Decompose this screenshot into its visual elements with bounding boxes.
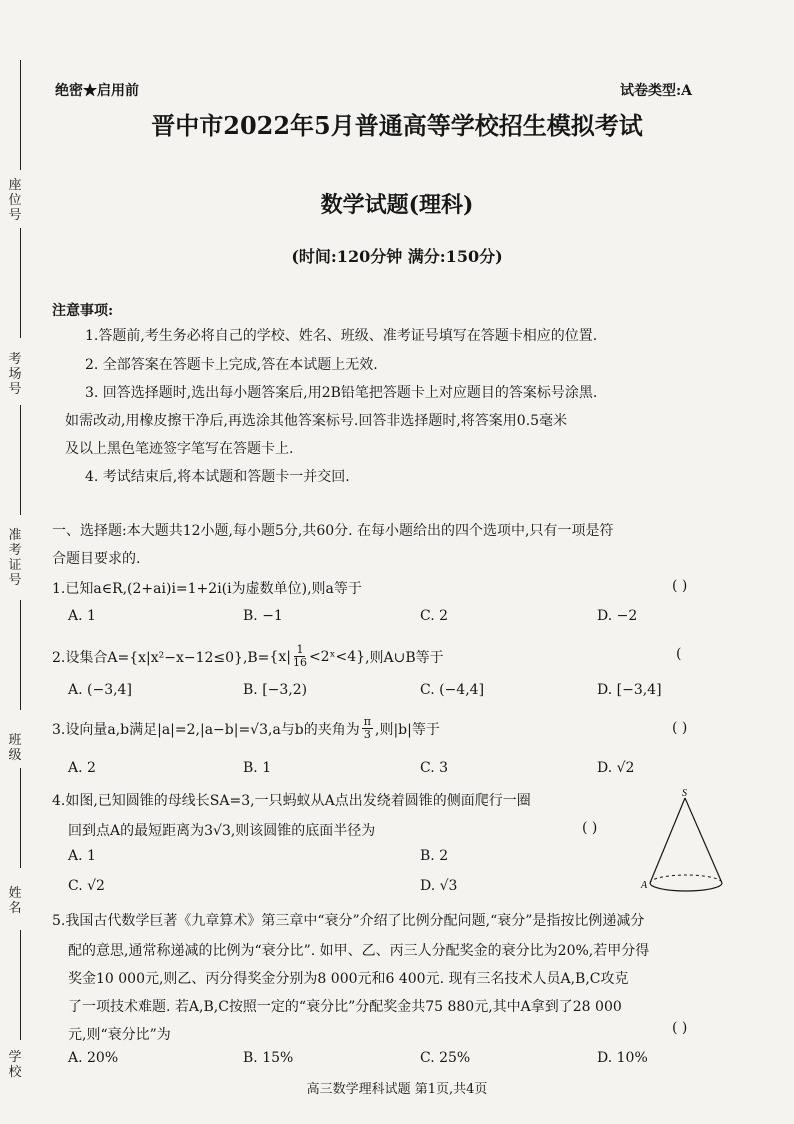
notice-item: 3. 回答选择题时,选出每小题答案后,用2B铅笔把答题卡上对应题目的答案标号涂黑.: [85, 385, 598, 401]
question-4-stem-cont: 回到点A的最短距离为3√3,则该圆锥的底面半径为: [68, 823, 376, 839]
option-a: A. 1: [68, 848, 96, 864]
section-header: 一、选择题:本大题共12小题,每小题5分,共60分. 在每小题给出的四个选项中,只有一项是符: [52, 523, 614, 539]
question-2-stem-d: ,则A∪B等于: [365, 649, 444, 666]
confidential-mark: 绝密★启用前: [55, 83, 139, 99]
option-c: C. √2: [68, 878, 105, 894]
question-5-stem-cont: 元,则“衰分比”为: [68, 1027, 171, 1043]
cone-left-slant: [650, 798, 685, 883]
question-2-stem-b: {x|: [269, 648, 291, 665]
margin-label-name: 姓名: [8, 886, 22, 916]
answer-paren: ( ): [672, 1020, 688, 1036]
cone-base-front: [650, 883, 722, 891]
option-c: C. 3: [420, 760, 449, 776]
question-2-stem-a: 2.设集合A={x|x²−x−12≤0},B=: [52, 649, 270, 666]
question-5-stem: 5.我国古代数学巨著《九章算术》第三章中“衰分”介绍了比例分配问题,“衰分”是指按比例递减分: [52, 913, 645, 929]
answer-paren: ( ): [582, 820, 598, 836]
notice-item: 2. 全部答案在答题卡上完成,答在本试题上无效.: [85, 357, 378, 373]
question-2-stem: [52, 644, 444, 669]
apex-label: S: [682, 788, 687, 799]
question-2-stem-c: <2ˣ<4}: [308, 648, 366, 665]
option-a: A. 1: [68, 608, 96, 624]
answer-paren: (: [676, 646, 682, 662]
cone-right-slant: [685, 798, 722, 883]
fraction-numerator: π: [363, 715, 372, 728]
cone-base-back: [650, 875, 722, 883]
option-d: D. −2: [597, 608, 638, 624]
fraction: [362, 716, 373, 741]
notice-item: 如需改动,用橡皮擦干净后,再选涂其他答案标号.回答非选择题时,将答案用0.5毫米: [65, 413, 568, 429]
question-1-stem: 1.已知a∈R,(2+ai)i=1+2i(i为虚数单位),则a等于: [52, 581, 362, 597]
option-b: B. 2: [420, 848, 449, 864]
option-d: D. [−3,4]: [597, 682, 662, 698]
notice-item: 1.答题前,考生务必将自己的学校、姓名、班级、准考证号填写在答题卡相应的位置.: [85, 328, 598, 344]
option-a: A. (−3,4]: [68, 682, 132, 698]
fraction-numerator: 1: [296, 643, 304, 656]
margin-rule: [20, 405, 21, 515]
margin-rule: [20, 930, 21, 1040]
notice-item: 及以上黑色笔迹签字笔写在答题卡上.: [65, 441, 294, 457]
margin-rule: [20, 600, 21, 710]
margin-label-room: 考场号: [8, 352, 22, 397]
option-c: C. (−4,4]: [420, 682, 485, 698]
margin-rule: [20, 768, 21, 868]
exam-title: 晋中市2022年5月普通高等学校招生模拟考试: [151, 111, 643, 140]
option-d: D. √2: [597, 760, 635, 776]
answer-paren: ( ): [672, 720, 688, 736]
section-header-cont: 合题目要求的.: [52, 551, 141, 567]
margin-label-seat: 座位号: [8, 178, 22, 223]
cone-figure: [640, 788, 730, 898]
answer-paren: ( ): [672, 578, 688, 594]
question-3-stem-b: ,则|b|等于: [375, 721, 440, 738]
margin-label-class: 班级: [8, 733, 22, 763]
question-5-stem-cont: 配的意思,通常称递减的比例为“衰分比”. 如甲、乙、丙三人分配奖金的衰分比为20%,若甲分得: [68, 943, 650, 959]
option-a: A. 2: [68, 760, 96, 776]
question-3-stem: [52, 716, 440, 741]
notice-item: 4. 考试结束后,将本试题和答题卡一并交回.: [85, 469, 350, 485]
base-point-label: A: [641, 880, 648, 891]
paper-type: 试卷类型:A: [620, 83, 693, 99]
option-b: B. [−3,2): [243, 682, 308, 698]
fraction-denominator: 3: [363, 728, 371, 741]
option-b: B. 1: [243, 760, 272, 776]
option-a: A. 20%: [68, 1050, 119, 1066]
option-c: C. 2: [420, 608, 449, 624]
fraction-denominator: 16: [292, 656, 307, 669]
margin-label-school: 学校: [8, 1050, 22, 1080]
exam-time-score: (时间:120分钟 满分:150分): [291, 247, 503, 266]
margin-label-ticket: 准考证号: [8, 528, 22, 588]
exam-subtitle: 数学试题(理科): [320, 192, 474, 218]
fraction: [293, 644, 307, 669]
notice-heading: 注意事项:: [52, 303, 114, 319]
option-b: B. 15%: [243, 1050, 294, 1066]
question-5-stem-cont: 奖金10 000元,则乙、丙分得奖金分别为8 000元和6 400元. 现有三名技术人员A,B,C攻克: [68, 971, 629, 987]
option-b: B. −1: [243, 608, 283, 624]
question-4-stem: 4.如图,已知圆锥的母线长SA=3,一只蚂蚁从A点出发绕着圆锥的侧面爬行一圈: [52, 793, 531, 809]
option-c: C. 25%: [420, 1050, 471, 1066]
option-d: D. √3: [420, 878, 458, 894]
question-5-stem-cont: 了一项技术难题. 若A,B,C按照一定的“衰分比”分配奖金共75 880元,其中A拿到了28 000: [68, 999, 622, 1015]
question-3-stem-a: 3.设向量a,b满足|a|=2,|a−b|=√3,a与b的夹角为: [52, 721, 360, 738]
page-footer: 高三数学理科试题 第1页,共4页: [306, 1082, 488, 1097]
option-d: D. 10%: [597, 1050, 648, 1066]
